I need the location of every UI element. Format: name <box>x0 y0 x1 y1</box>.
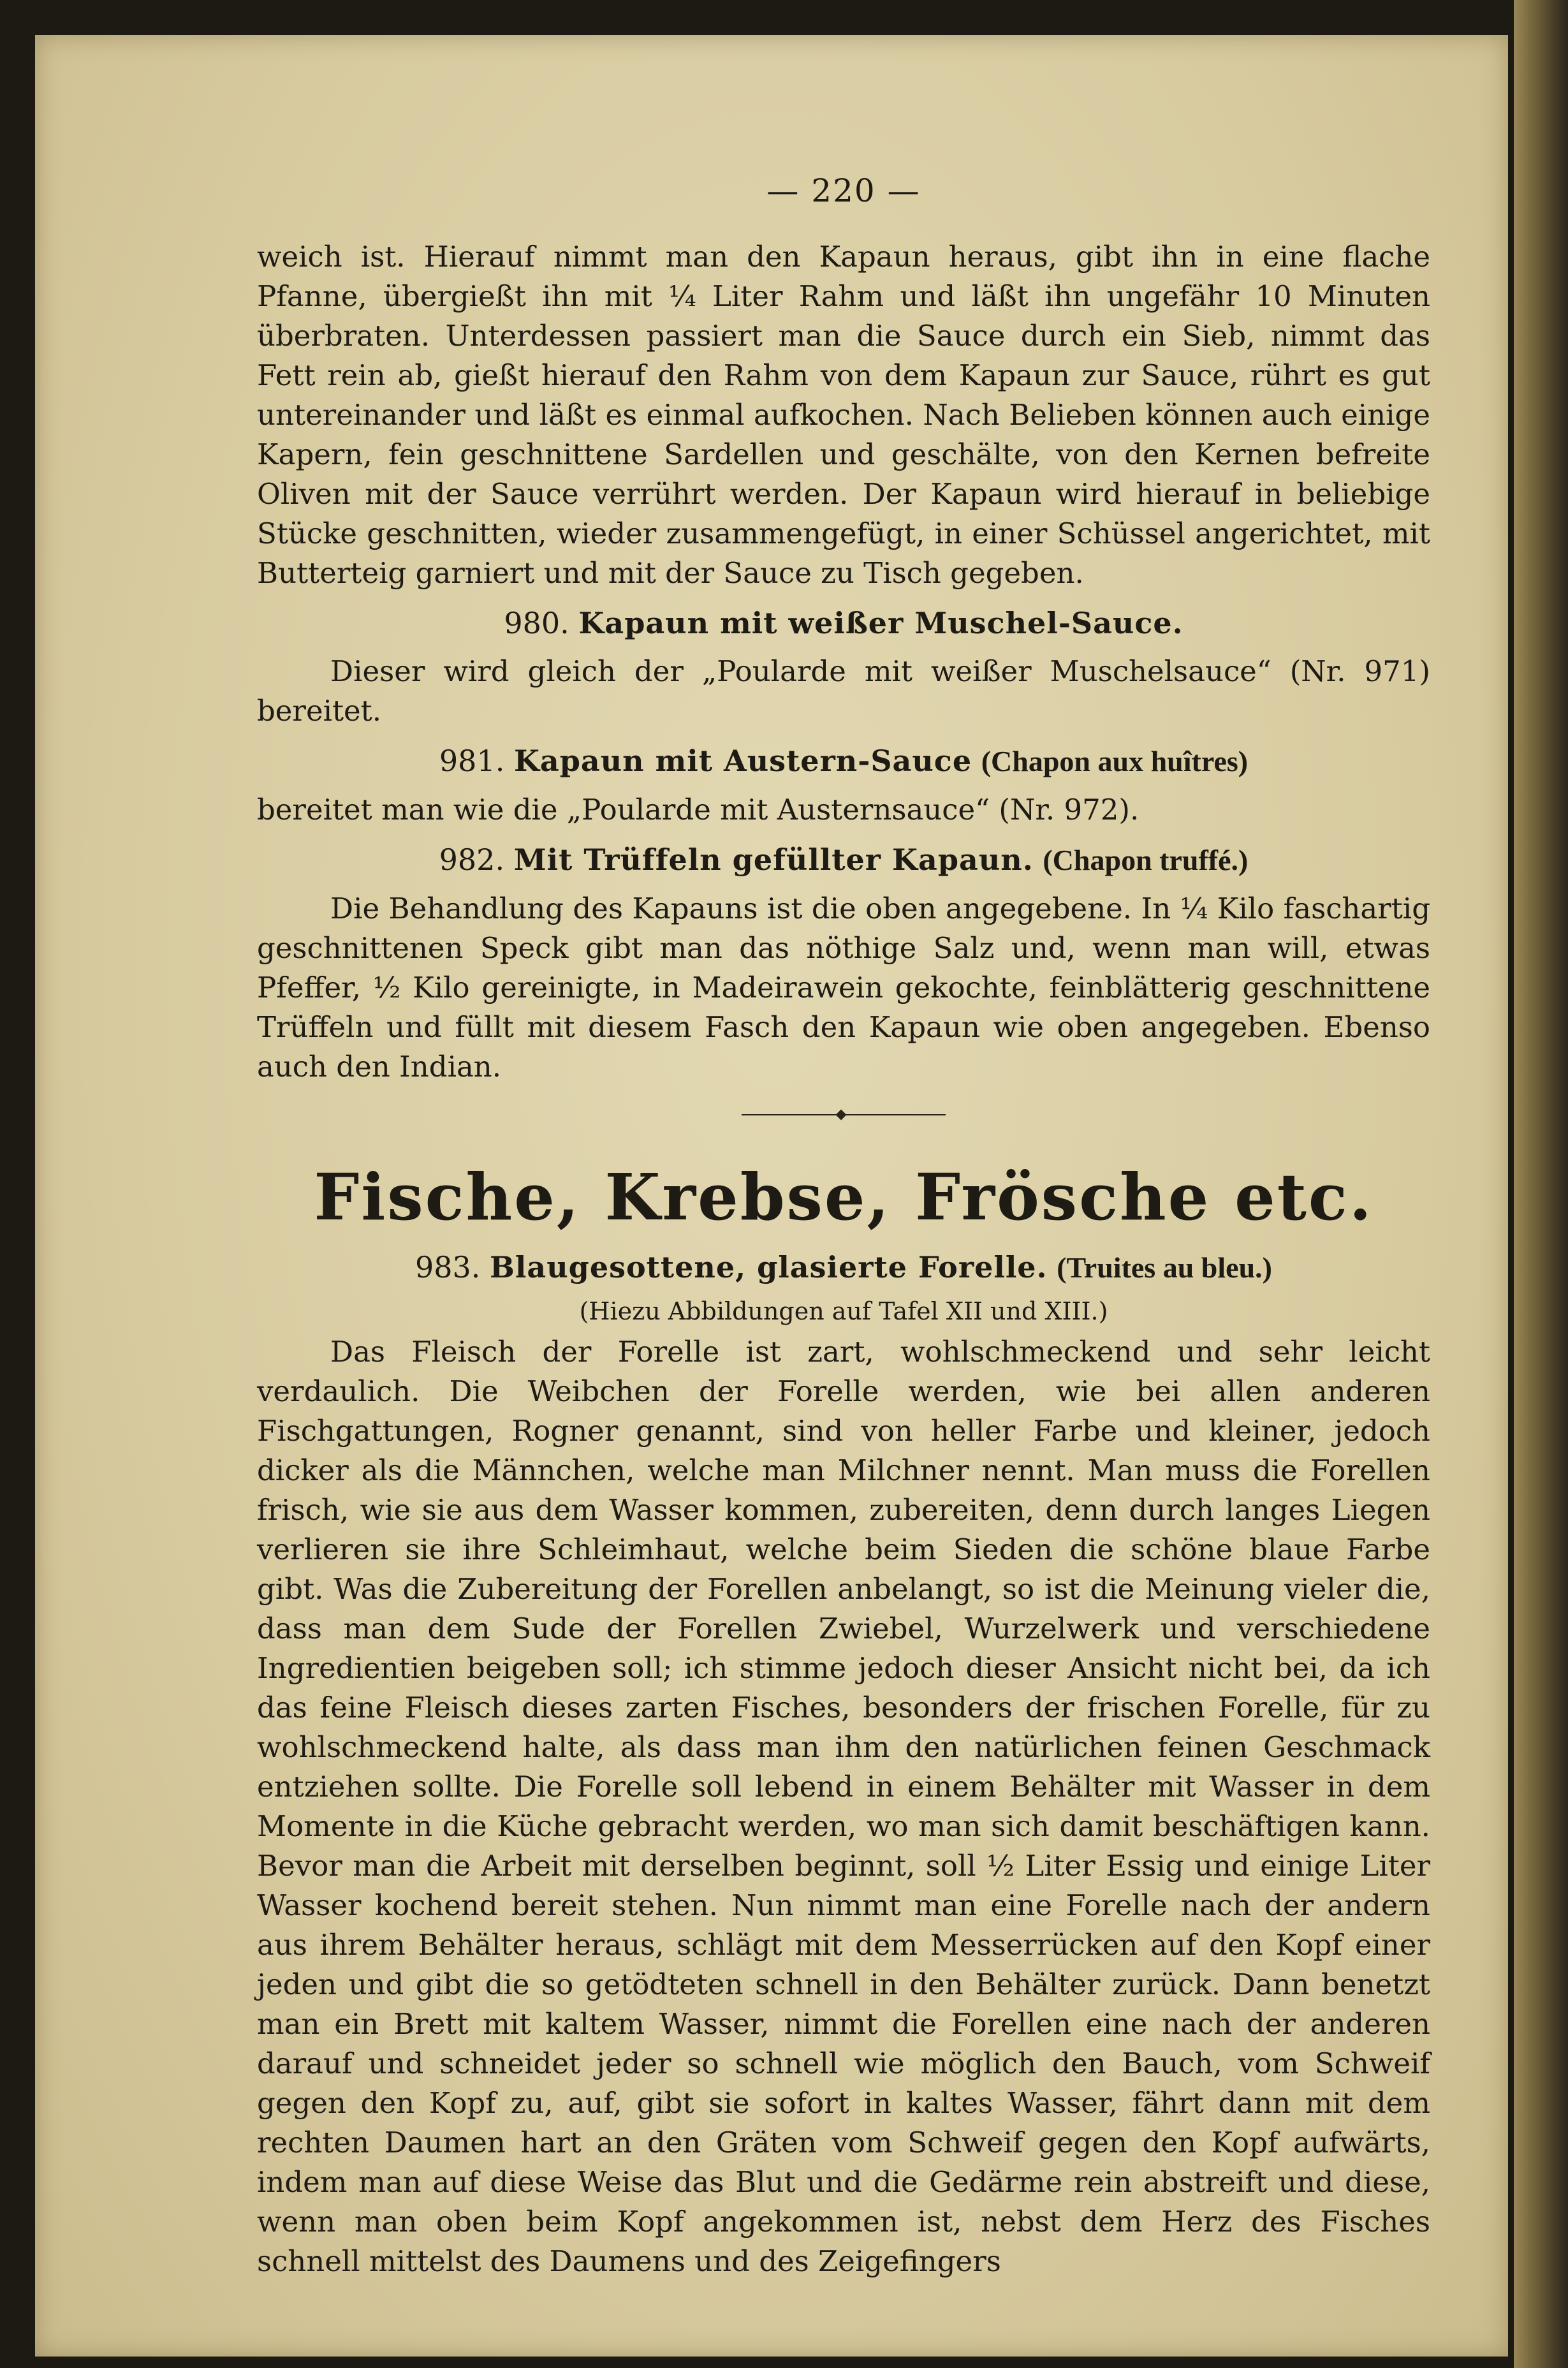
recipe-title: Blaugesottene, glasierte Forelle. <box>490 1250 1048 1284</box>
recipe-heading-980 <box>257 603 1430 643</box>
page-content <box>257 172 1430 2281</box>
recipe-french-title: (Truites au bleu.) <box>1057 1251 1272 1284</box>
recipe-number: 983. <box>415 1250 481 1284</box>
recipe-heading-982 <box>257 840 1430 880</box>
recipe-title: Kapaun mit weißer Muschel-Sauce. <box>578 606 1183 640</box>
recipe-number: 982. <box>439 842 505 877</box>
page-number: — 220 — <box>766 172 921 209</box>
recipe-text-980: Dieser wird gleich der „Poularde mit weißer Muschelsauce“ (Nr. 971) bereitet. <box>257 654 1430 728</box>
recipe-text-983: Das Fleisch der Forelle ist zart, wohlschmeckend und sehr leicht verdaulich. Die Weibchen der Forelle werden, wie bei allen anderen Fischgattungen, Rogner genannt, sind von heller Farbe und kleiner, jedoch dicker als die Männchen, welche man Milchner nennt. Man muss die Forellen frisch, wie sie aus dem Wasser kommen, zubereiten, denn durch langes Liegen verlieren sie ihre Schleimhaut, welche beim Sieden die schöne blaue Farbe gibt. Was die Zubereitung der Forellen anbelangt, so ist die Meinung vieler die, dass man dem Sude der Forellen Zwiebel, Wurzelwerk und verschiedene Ingredientien beigeben soll; ich stimme jedoch dieser Ansicht nicht bei, da ich das feine Fleisch dieses zarten Fisches, besonders der frischen Forelle, für zu wohlschmeckend halte, als dass man ihm den natürlichen feinen Geschmack entziehen sollte. Die Forelle soll lebend in einem Behälter mit Wasser in dem Momente in die Küche gebracht werden, wo man sich damit beschäftigen kann. Bevor man die Arbeit mit derselben beginnt, soll ½ Liter Essig und einige Liter Wasser kochend bereit stehen. Nun nimmt man eine Forelle nach der andern aus ihrem Behälter heraus, schlägt mit dem Messerrücken auf den Kopf einer jeden und gibt die so getödteten schnell in den Behälter zurück. Dann benetzt man ein Brett mit kaltem Wasser, nimmt die Forellen eine nach der anderen darauf und schneidet jeder so schnell wie möglich den Bauch, vom Schweif gegen den Kopf zu, auf, gibt sie sofort in kaltes Wasser, fährt dann mit dem rechten Daumen hart an den Gräten vom Schweif gegen den Kopf aufwärts, indem man auf diese Weise das Blut und die Gedärme rein abstreift und diese, wenn man oben beim Kopf angekommen ist, nebst dem Herz des Fisches schnell mittelst des Daumens und des Zeigefingers <box>257 1335 1430 2278</box>
recipe-number: 980. <box>504 606 569 640</box>
recipe-heading-983 <box>257 1247 1430 1288</box>
recipe-french-title: (Chapon aux huîtres) <box>981 745 1249 777</box>
recipe-title: Mit Trüffeln gefüllter Kapaun. <box>513 842 1034 877</box>
recipe-french-title: (Chapon truffé.) <box>1043 844 1249 876</box>
illustration-reference: (Hiezu Abbildungen auf Tafel XII und XIII.) <box>579 1297 1108 1325</box>
recipe-number: 981. <box>439 744 505 778</box>
divider-ornament <box>836 1110 847 1121</box>
section-title: Fische, Krebse, Frösche etc. <box>314 1159 1374 1235</box>
recipe-title: Kapaun mit Austern-Sauce <box>513 744 972 778</box>
recipe-text-981: bereitet man wie die „Poularde mit Austernsauce“ (Nr. 972). <box>257 793 1139 827</box>
recipe-heading-981 <box>257 741 1430 781</box>
paragraph-continued: weich ist. Hierauf nimmt man den Kapaun heraus, gibt ihn in eine flache Pfanne, übergießt ihn mit ¼ Liter Rahm und läßt ihn ungefähr 10 Minuten überbraten. Unterdessen passiert man die Sauce durch ein Sieb, nimmt das Fett rein ab, gießt hierauf den Rahm von dem Kapaun zur Sauce, rührt es gut untereinander und läßt es einmal aufkochen. Nach Belieben können auch einige Kapern, fein geschnittene Sardellen und geschälte, von den Kernen befreite Oliven mit der Sauce verrührt werden. Der Kapaun wird hierauf in beliebige Stücke geschnitten, wieder zusammengefügt, in einer Schüssel angerichtet, mit Butterteig garniert und mit der Sauce zu Tisch gegeben. <box>257 240 1430 590</box>
recipe-text-982: Die Behandlung des Kapauns ist die oben angegebene. In ¼ Kilo faschartig geschnittenen Speck gibt man das nöthige Salz und, wenn man will, etwas Pfeffer, ½ Kilo gereinigte, in Madeirawein gekochte, feinblätterig geschnittene Trüffeln und füllt mit diesem Fasch den Kapaun wie oben angegeben. Ebenso auch den Indian. <box>257 892 1430 1084</box>
binding-edge <box>1514 0 1568 2368</box>
section-divider <box>742 1108 946 1121</box>
